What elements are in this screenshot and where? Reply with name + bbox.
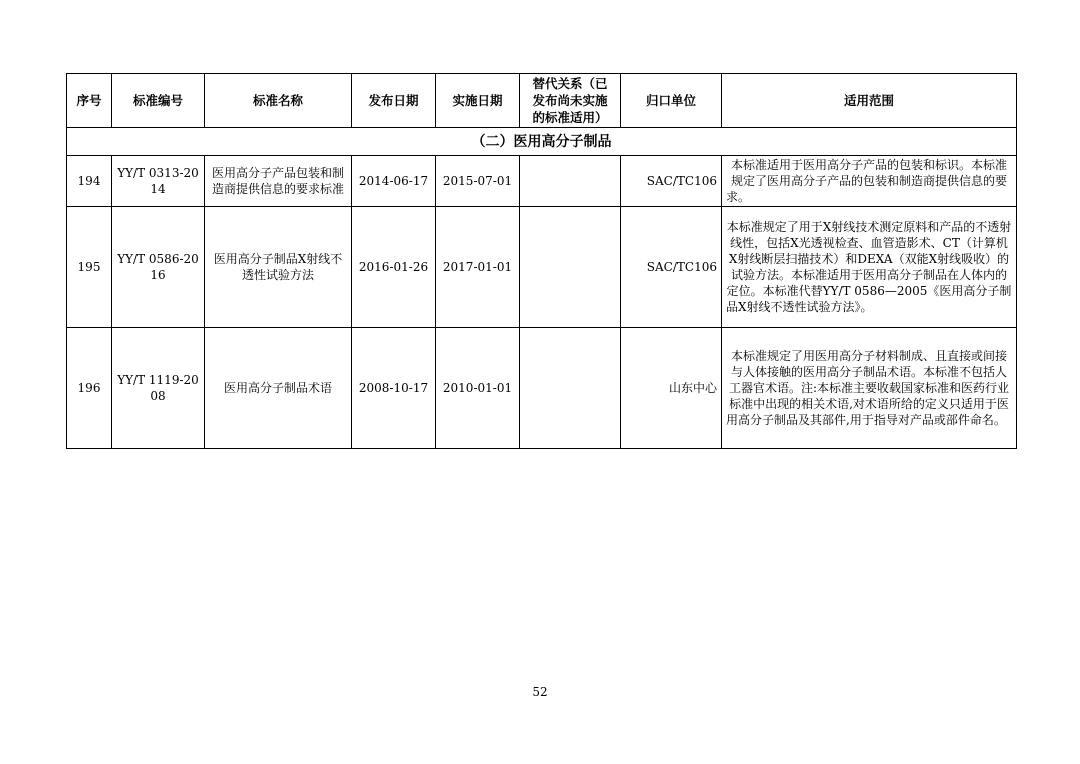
cell-implement-date: 2017-01-01 (436, 207, 520, 328)
header-publish-date: 发布日期 (352, 74, 436, 128)
cell-unit: SAC/TC106 (621, 156, 722, 207)
cell-code: YY/T 0313-2014 (112, 156, 205, 207)
table-row (67, 207, 1017, 328)
cell-publish-date: 2016-01-26 (352, 207, 436, 328)
section-title: （二）医用高分子制品 (67, 128, 1017, 156)
cell-replace (520, 207, 621, 328)
cell-scope: 本标准规定了用于X射线技术测定原料和产品的不透射线性，包括X光透视检查、血管造影术、CT（计算机X射线断层扫描技术）和DEXA（双能X射线吸收）的试验方法。本标准适用于医用高分子制品在人体内的定位。本标准代替YY/T 0586—2005《医用高分子制品X射线不透性试验方法》。 (722, 207, 1017, 328)
cell-implement-date: 2015-07-01 (436, 156, 520, 207)
table-row (67, 156, 1017, 207)
cell-code: YY/T 1119-2008 (112, 328, 205, 449)
cell-no: 196 (67, 328, 112, 449)
header-unit: 归口单位 (621, 74, 722, 128)
cell-implement-date: 2010-01-01 (436, 328, 520, 449)
cell-name: 医用高分子制品术语 (205, 328, 352, 449)
cell-publish-date: 2008-10-17 (352, 328, 436, 449)
cell-scope: 本标准适用于医用高分子产品的包装和标识。本标准规定了医用高分子产品的包装和制造商提供信息的要求。 (722, 156, 1017, 207)
cell-no: 195 (67, 207, 112, 328)
cell-name: 医用高分子制品X射线不透性试验方法 (205, 207, 352, 328)
cell-publish-date: 2014-06-17 (352, 156, 436, 207)
cell-replace (520, 156, 621, 207)
header-row (67, 74, 1017, 128)
cell-code: YY/T 0586-2016 (112, 207, 205, 328)
cell-unit: SAC/TC106 (621, 207, 722, 328)
header-replace: 替代关系（已发布尚未实施的标准适用） (520, 74, 621, 128)
page-number: 52 (532, 685, 548, 699)
header-name: 标准名称 (205, 74, 352, 128)
header-no: 序号 (67, 74, 112, 128)
cell-scope: 本标准规定了用医用高分子材料制成、且直接或间接与人体接触的医用高分子制品术语。本标准不包括人工器官术语。注:本标准主要收载国家标准和医药行业标准中出现的相关术语,对术语所给的定义只适用于医用高分子制品及其部件,用于指导对产品或部件命名。 (722, 328, 1017, 449)
header-scope: 适用范围 (722, 74, 1017, 128)
cell-unit: 山东中心 (621, 328, 722, 449)
table-row (67, 328, 1017, 449)
cell-name: 医用高分子产品包装和制造商提供信息的要求标准 (205, 156, 352, 207)
section-row (67, 128, 1017, 156)
header-implement-date: 实施日期 (436, 74, 520, 128)
cell-replace (520, 328, 621, 449)
cell-no: 194 (67, 156, 112, 207)
header-code: 标准编号 (112, 74, 205, 128)
standards-table (66, 73, 1017, 449)
